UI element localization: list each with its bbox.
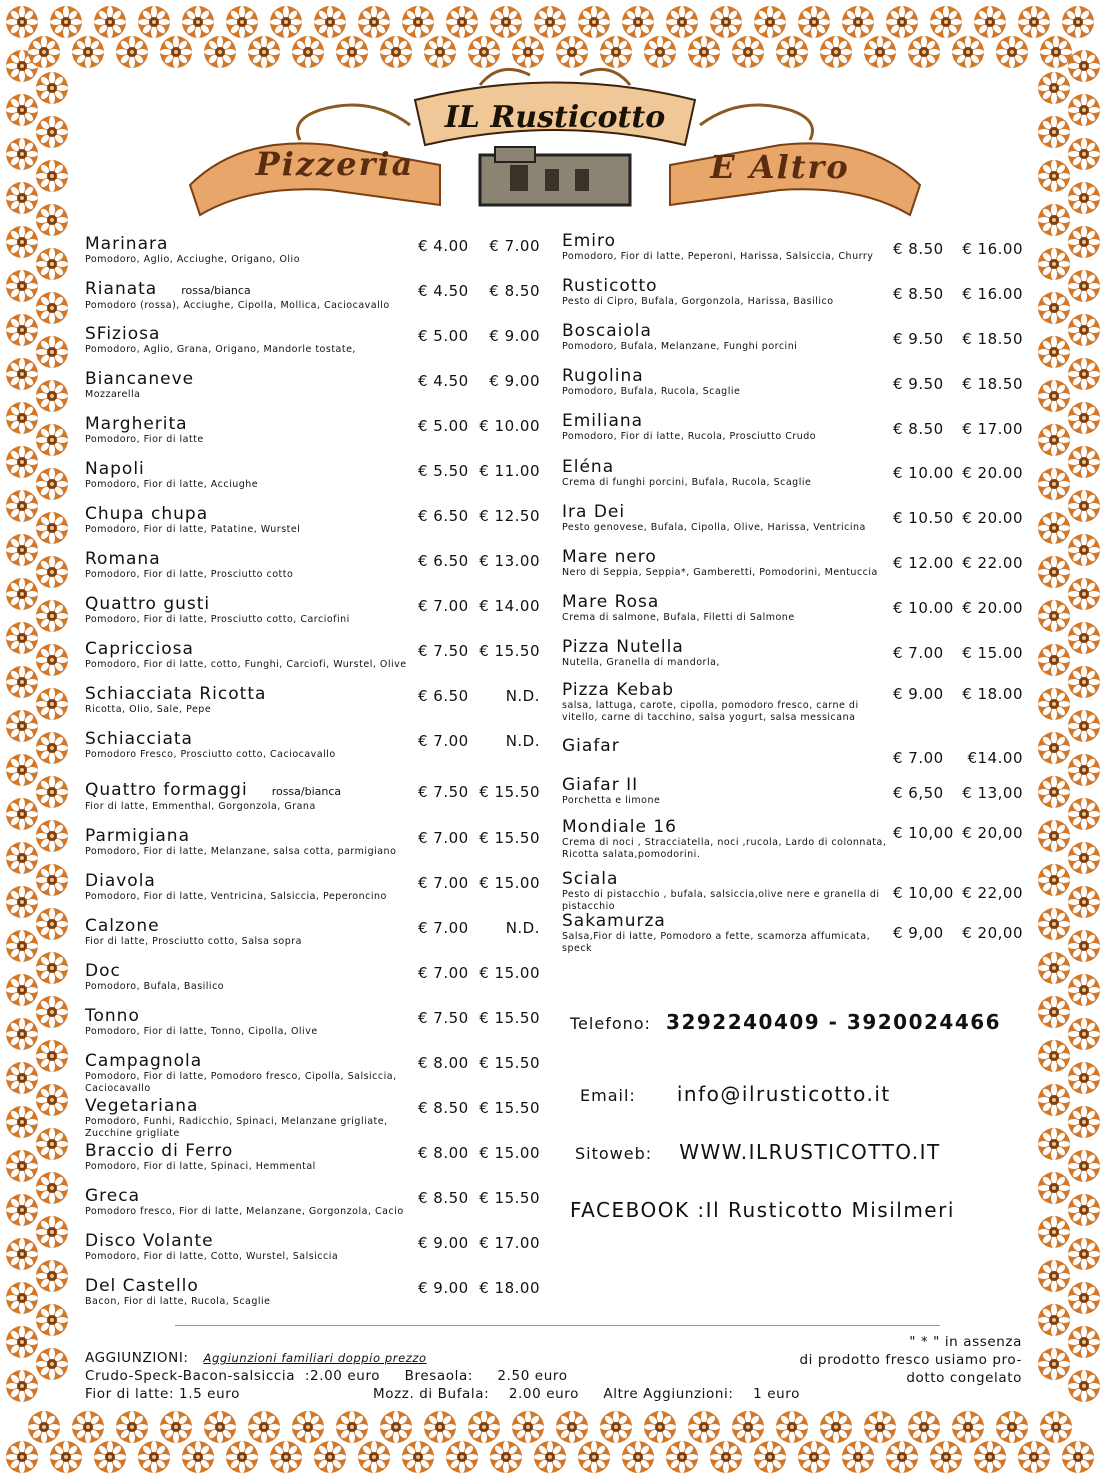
pizza-name-text: Vegetariana	[85, 1096, 199, 1116]
price-family: € 16.00	[962, 240, 1023, 258]
price-regular: € 4.50	[418, 372, 469, 390]
price-family: € 7.00	[489, 237, 540, 255]
pizza-variant-note: rossa/bianca	[181, 284, 251, 297]
price-regular: € 9.50	[893, 330, 944, 348]
pizza-name-text: Schiacciata Ricotta	[85, 684, 267, 704]
price-regular: € 8.50	[893, 285, 944, 303]
price-regular: € 7.00	[418, 874, 469, 892]
menu-item	[562, 681, 892, 724]
pizza-ingredients: Pomodoro, Bufala, Rucola, Scaglie	[562, 386, 741, 397]
pizza-ingredients: Pomodoro, Aglio, Acciughe, Origano, Olio	[85, 254, 301, 265]
menu-item	[85, 370, 420, 401]
price-family: € 15.00	[479, 964, 540, 982]
footer-divider	[175, 1325, 940, 1326]
menu-item	[85, 460, 420, 491]
price-regular: € 7.00	[418, 829, 469, 847]
pizza-name	[562, 548, 892, 567]
frozen-note-2: di prodotto fresco usiamo pro-	[799, 1352, 1022, 1368]
menu-item	[562, 638, 892, 669]
frozen-note-3: dotto congelato	[906, 1370, 1022, 1386]
pizza-name-text: Braccio di Ferro	[85, 1141, 234, 1161]
pizza-name	[85, 685, 420, 704]
facebook-text[interactable]: FACEBOOK :Il Rusticotto Misilmeri	[570, 1198, 955, 1222]
menu-item	[85, 505, 420, 536]
email-row	[580, 1082, 891, 1106]
pizza-name	[562, 870, 892, 889]
pizza-ingredients: Pomodoro, Fior di latte, Rucola, Prosciutto Crudo	[562, 431, 817, 442]
price-regular: € 10.00	[893, 599, 954, 617]
price-regular: € 8.00	[418, 1144, 469, 1162]
pizza-name-text: Mondiale 16	[562, 817, 677, 837]
aggiunzioni-note: Aggiunzioni familiari doppio prezzo	[203, 1351, 427, 1365]
price-regular: € 7.00	[418, 732, 469, 750]
menu-item	[85, 917, 420, 948]
pizza-ingredients: Pomodoro, Fior di latte, Spinaci, Hemmental	[85, 1161, 316, 1172]
pizza-ingredients: Fior di latte, Emmenthal, Gorgonzola, Grana	[85, 801, 316, 812]
pizza-name	[85, 325, 420, 344]
pizza-name-text: Napoli	[85, 459, 145, 479]
pizza-ingredients: Pomodoro, Fior di latte, Patatine, Wurstel	[85, 524, 301, 535]
price-family: N.D.	[505, 919, 540, 937]
price-regular: € 8.00	[418, 1054, 469, 1072]
pizza-ingredients: Pomodoro, Fior di latte, Peperoni, Harissa, Salsiccia, Churry	[562, 251, 874, 262]
pizza-name-text: SFiziosa	[85, 324, 161, 344]
pizza-name	[562, 912, 892, 931]
price-regular: € 6.50	[418, 552, 469, 570]
price-family: € 20,00	[962, 924, 1023, 942]
price-regular: € 10,00	[893, 884, 954, 902]
pizza-name-text: Quattro formaggi	[85, 780, 248, 800]
pizza-ingredients: Pomodoro, Fior di latte, Melanzane, salsa cotta, parmigiano	[85, 846, 397, 857]
website-row	[575, 1140, 941, 1164]
pizza-name-text: Disco Volante	[85, 1231, 214, 1251]
pizza-ingredients: Pomodoro, Fior di latte, Acciughe	[85, 479, 259, 490]
price-regular: € 7.50	[418, 642, 469, 660]
price-family: € 13,00	[962, 784, 1023, 802]
price-family: € 20,00	[962, 824, 1023, 842]
price-regular: € 7.00	[893, 644, 944, 662]
price-family: € 17.00	[962, 420, 1023, 438]
phone-row	[570, 1010, 1001, 1034]
pizza-name-text: Sakamurza	[562, 911, 666, 931]
pizza-name	[562, 737, 620, 756]
menu-item	[85, 781, 420, 813]
pizza-name	[562, 681, 892, 700]
pizza-ingredients: Pomodoro, Fior di latte	[85, 434, 204, 445]
pizza-name	[562, 412, 892, 431]
menu-item	[85, 235, 420, 266]
pizza-name	[85, 917, 420, 936]
pizza-ingredients: Pomodoro fresco, Fior di latte, Melanzane, Gorgonzola, Cacio	[85, 1206, 404, 1217]
price-family: N.D.	[505, 687, 540, 705]
pizza-name	[85, 1007, 420, 1026]
pizza-name-text: Romana	[85, 549, 161, 569]
pizza-name	[85, 827, 420, 846]
price-family: € 15.50	[479, 642, 540, 660]
restaurant-name: IL Rusticotto	[444, 100, 666, 135]
menu-item	[85, 325, 420, 356]
price-regular: € 8.50	[418, 1189, 469, 1207]
price-family: € 18.50	[962, 330, 1023, 348]
pizza-ingredients: Pomodoro, Fior di latte, Cotto, Wurstel, Salsiccia	[85, 1251, 339, 1262]
menu-item	[85, 595, 420, 626]
pizza-ingredients: Pomodoro, Fior di latte, Prosciutto cotto	[85, 569, 294, 580]
pizza-name	[85, 1052, 420, 1071]
pizza-name	[85, 730, 420, 749]
price-family: € 22,00	[962, 884, 1023, 902]
price-family: € 9.00	[489, 372, 540, 390]
pizza-name	[85, 872, 420, 891]
price-family: € 12.50	[479, 507, 540, 525]
pizza-name	[85, 781, 420, 801]
pizza-name-text: Diavola	[85, 871, 156, 891]
pizza-name	[562, 776, 892, 795]
menu-item	[562, 277, 892, 308]
pizza-ingredients: Pomodoro, Fior di latte, Pomodoro fresco, Cipolla, Salsiccia, Caciocavallo	[85, 1071, 397, 1094]
pizza-name-text: Calzone	[85, 916, 160, 936]
pizza-name-text: Marinara	[85, 234, 169, 254]
pizza-name-text: Mare Rosa	[562, 592, 660, 612]
pizza-name-text: Doc	[85, 961, 121, 981]
price-family: € 15.00	[479, 874, 540, 892]
price-regular: € 10.50	[893, 509, 954, 527]
email-value[interactable]: info@ilrusticotto.it	[676, 1082, 891, 1106]
menu-item	[85, 685, 420, 716]
pizza-ingredients: Pomodoro, Fior di latte, Prosciutto cotto, Carciofini	[85, 614, 350, 625]
price-family: € 10.00	[479, 417, 540, 435]
price-regular: € 9,00	[893, 924, 944, 942]
pizza-name-text: Schiacciata	[85, 729, 193, 749]
pizza-name	[562, 322, 892, 341]
pizza-name	[562, 503, 892, 522]
pizza-name-text: Rusticotto	[562, 276, 658, 296]
pizza-ingredients: salsa, lattuga, carote, cipolla, pomodoro fresco, carne di vitello, carne di tacchino, salsa yogurt, salsa messicana	[562, 700, 859, 723]
price-regular: € 7.00	[418, 919, 469, 937]
pizza-ingredients: Mozzarella	[85, 389, 141, 400]
price-family: € 9.00	[489, 327, 540, 345]
pizza-name-text: Campagnola	[85, 1051, 203, 1071]
price-regular: € 7.00	[418, 597, 469, 615]
price-regular: € 8.50	[418, 1099, 469, 1117]
price-regular: € 7.00	[418, 964, 469, 982]
menu-item	[85, 415, 420, 446]
pizza-name-text: Mare nero	[562, 547, 657, 567]
pizza-name	[85, 460, 420, 479]
pizza-name-text: Emiliana	[562, 411, 644, 431]
price-family: € 15.00	[479, 1144, 540, 1162]
price-regular: € 5.00	[418, 327, 469, 345]
pizza-ingredients: Pomodoro (rossa), Acciughe, Cipolla, Mollica, Caciocavallo	[85, 300, 390, 311]
price-family: € 18.00	[962, 685, 1023, 703]
menu-item	[85, 1007, 420, 1038]
menu-item	[562, 503, 892, 534]
phone-value[interactable]: 3292240409 - 3920024466	[666, 1010, 1002, 1034]
pizza-ingredients: Pomodoro Fresco, Prosciutto cotto, Caciocavallo	[85, 749, 336, 760]
pizza-variant-note: rossa/bianca	[271, 785, 342, 798]
menu-item	[562, 458, 892, 489]
pizza-ingredients: Crema di salmone, Bufala, Filetti di Salmone	[562, 612, 795, 623]
price-regular: € 4.00	[418, 237, 469, 255]
pizza-name	[85, 1097, 420, 1116]
price-regular: € 6,50	[893, 784, 944, 802]
price-family: € 22.00	[962, 554, 1023, 572]
pizza-name	[85, 370, 420, 389]
pizza-name-text: Boscaiola	[562, 321, 652, 341]
pizza-name-text: Pizza Kebab	[562, 680, 675, 700]
price-regular: € 9.00	[418, 1234, 469, 1252]
ribbon-right-text: E Altro	[710, 148, 850, 186]
menu-item	[85, 730, 420, 761]
price-regular: € 4.50	[418, 282, 469, 300]
menu-item	[562, 737, 620, 756]
aggiunzioni-label: AGGIUNZIONI:	[85, 1350, 189, 1366]
pizza-name-text: Pizza Nutella	[562, 637, 684, 657]
price-family: € 15.50	[479, 783, 540, 801]
pizza-name-text: Capricciosa	[85, 639, 194, 659]
price-family: € 14.00	[479, 597, 540, 615]
pizza-name-text: Parmigiana	[85, 826, 191, 846]
menu-item	[562, 232, 892, 263]
pizza-name-text: Greca	[85, 1186, 141, 1206]
price-family: € 15.00	[962, 644, 1023, 662]
pizza-name	[562, 593, 892, 612]
pizza-name	[85, 1232, 420, 1251]
pizza-name-text: Margherita	[85, 414, 188, 434]
price-regular: € 7.50	[418, 1009, 469, 1027]
price-family: € 20.00	[962, 599, 1023, 617]
pizza-ingredients: Pomodoro, Fior di latte, Ventricina, Salsiccia, Peperoncino	[85, 891, 387, 902]
pizza-name-text: Giafar II	[562, 775, 639, 795]
pizza-name	[85, 280, 420, 300]
pizza-ingredients: Fior di latte, Prosciutto cotto, Salsa sopra	[85, 936, 302, 947]
price-family: € 15.50	[479, 1054, 540, 1072]
price-family: € 18.50	[962, 375, 1023, 393]
pizza-name-text: Quattro gusti	[85, 594, 211, 614]
ribbon-left-text: Pizzeria	[255, 145, 415, 183]
pizza-name	[562, 818, 892, 837]
menu-item	[85, 1187, 420, 1218]
pizza-name	[85, 415, 420, 434]
price-family: € 18.00	[479, 1279, 540, 1297]
menu-item	[562, 776, 892, 807]
pizza-ingredients: Pomodoro, Bufala, Melanzane, Funghi porcini	[562, 341, 798, 352]
menu-item	[85, 1277, 420, 1308]
pizza-ingredients: Pomodoro, Fior di latte, Tonno, Cipolla, Olive	[85, 1026, 318, 1037]
pizza-ingredients: Pomodoro, Funhi, Radicchio, Spinaci, Melanzane grigliate, Zucchine grigliate	[85, 1116, 388, 1139]
price-family: € 17.00	[479, 1234, 540, 1252]
pizza-ingredients: Pesto di pistacchio , bufala, salsiccia,olive nere e granella di pistacchio	[562, 889, 880, 912]
pizza-name	[562, 277, 892, 296]
menu-item	[85, 1097, 420, 1140]
price-regular: € 6.50	[418, 687, 469, 705]
menu-item	[85, 1232, 420, 1263]
price-regular: € 5.50	[418, 462, 469, 480]
pizza-ingredients: Salsa,Fior di latte, Pomodoro a fette, scamorza affumicata, speck	[562, 931, 871, 954]
price-family: € 15.50	[479, 829, 540, 847]
menu-item	[562, 593, 892, 624]
price-family: € 15.50	[479, 1189, 540, 1207]
pizza-ingredients: Pesto genovese, Bufala, Cipolla, Olive, Harissa, Ventricina	[562, 522, 866, 533]
pizza-ingredients: Bacon, Fior di latte, Rucola, Scaglie	[85, 1296, 271, 1307]
pizza-name-text: Biancaneve	[85, 369, 195, 389]
pizza-ingredients: Porchetta e limone	[562, 795, 661, 806]
pizza-name-text: Rianata	[85, 279, 158, 299]
pizza-ingredients: Pomodoro, Fior di latte, cotto, Funghi, Carciofi, Wurstel, Olive	[85, 659, 407, 670]
pizza-name	[85, 640, 420, 659]
menu-item	[562, 322, 892, 353]
menu-item	[85, 1142, 420, 1173]
menu-item	[85, 550, 420, 581]
pizza-ingredients: Crema di noci , Stracciatella, noci ,rucola, Lardo di colonnata, Ricotta salata,pomodorini.	[562, 837, 887, 860]
pizza-name-text: Sciala	[562, 869, 619, 889]
price-family: € 20.00	[962, 464, 1023, 482]
email-label: Email:	[580, 1086, 636, 1105]
price-family: € 8.50	[489, 282, 540, 300]
aggiunzioni-row	[85, 1350, 427, 1366]
aggiunzioni-line-2a: Fior di latte: 1.5 euro	[85, 1386, 240, 1402]
facebook-row	[570, 1198, 955, 1222]
pizza-ingredients: Ricotta, Olio, Sale, Pepe	[85, 704, 212, 715]
price-family: € 15.50	[479, 1009, 540, 1027]
menu-item	[562, 412, 892, 443]
pizza-name	[85, 550, 420, 569]
website-label: Sitoweb:	[575, 1144, 653, 1163]
pizza-name	[85, 505, 420, 524]
pizza-name-text: Eléna	[562, 457, 615, 477]
pizza-name	[85, 1142, 420, 1161]
price-regular: € 9.00	[893, 685, 944, 703]
pizza-name-text: Emiro	[562, 231, 617, 251]
menu-item	[85, 962, 420, 993]
pizza-name-text: Tonno	[85, 1006, 140, 1026]
price-regular: € 8.50	[893, 420, 944, 438]
price-regular: € 10,00	[893, 824, 954, 842]
price-regular: € 5.00	[418, 417, 469, 435]
pizza-ingredients: Nero di Seppia, Seppia*, Gamberetti, Pomodorini, Mentuccia	[562, 567, 878, 578]
menu-item	[85, 640, 420, 671]
pizza-name-text: Giafar	[562, 736, 620, 756]
price-family: € 13.00	[479, 552, 540, 570]
menu-item	[562, 870, 892, 913]
pizza-name-text: Ira Dei	[562, 502, 626, 522]
price-family: € 15.50	[479, 1099, 540, 1117]
aggiunzioni-line-2b: Mozz. di Bufala: 2.00 euro Altre Aggiunzioni: 1 euro	[373, 1386, 800, 1402]
menu-item	[85, 827, 420, 858]
pizza-name	[85, 1187, 420, 1206]
frozen-note-1: " * " in assenza	[909, 1334, 1022, 1350]
aggiunzioni-line-1: Crudo-Speck-Bacon-salsiccia :2.00 euro Bresaola: 2.50 euro	[85, 1368, 568, 1384]
pizza-name-text: Rugolina	[562, 366, 644, 386]
menu-item	[562, 548, 892, 579]
pizza-name-text: Del Castello	[85, 1276, 199, 1296]
website-value[interactable]: WWW.ILRUSTICOTTO.IT	[679, 1140, 941, 1164]
menu-item	[85, 280, 420, 312]
pizza-name	[562, 458, 892, 477]
pizza-ingredients: Pomodoro, Bufala, Basilico	[85, 981, 225, 992]
menu-item	[85, 872, 420, 903]
price-regular: € 12.00	[893, 554, 954, 572]
price-regular: € 9.50	[893, 375, 944, 393]
price-family: €14.00	[967, 749, 1023, 767]
price-regular: € 8.50	[893, 240, 944, 258]
phone-label: Telefono:	[570, 1014, 651, 1033]
price-family: € 11.00	[479, 462, 540, 480]
pizza-ingredients: Nutella, Granella di mandorla,	[562, 657, 720, 668]
pizza-name	[562, 638, 892, 657]
pizza-name	[562, 367, 892, 386]
price-regular: € 7.50	[418, 783, 469, 801]
price-family: N.D.	[505, 732, 540, 750]
price-family: € 16.00	[962, 285, 1023, 303]
menu-item	[85, 1052, 420, 1095]
pizza-ingredients: Pomodoro, Aglio, Grana, Origano, Mandorle tostate,	[85, 344, 356, 355]
pizza-name	[85, 962, 420, 981]
pizza-name	[85, 1277, 420, 1296]
price-family: € 20.00	[962, 509, 1023, 527]
price-regular: € 6.50	[418, 507, 469, 525]
pizza-name	[562, 232, 892, 251]
menu-item	[562, 367, 892, 398]
menu-item	[562, 818, 892, 861]
menu-item	[562, 912, 892, 955]
pizza-name	[85, 595, 420, 614]
pizza-name-text: Chupa chupa	[85, 504, 209, 524]
price-regular: € 7.00	[893, 749, 944, 767]
pizza-name	[85, 235, 420, 254]
pizza-ingredients: Pesto di Cipro, Bufala, Gorgonzola, Harissa, Basilico	[562, 296, 834, 307]
price-regular: € 9.00	[418, 1279, 469, 1297]
pizza-ingredients: Crema di funghi porcini, Bufala, Rucola, Scaglie	[562, 477, 812, 488]
price-regular: € 10.00	[893, 464, 954, 482]
